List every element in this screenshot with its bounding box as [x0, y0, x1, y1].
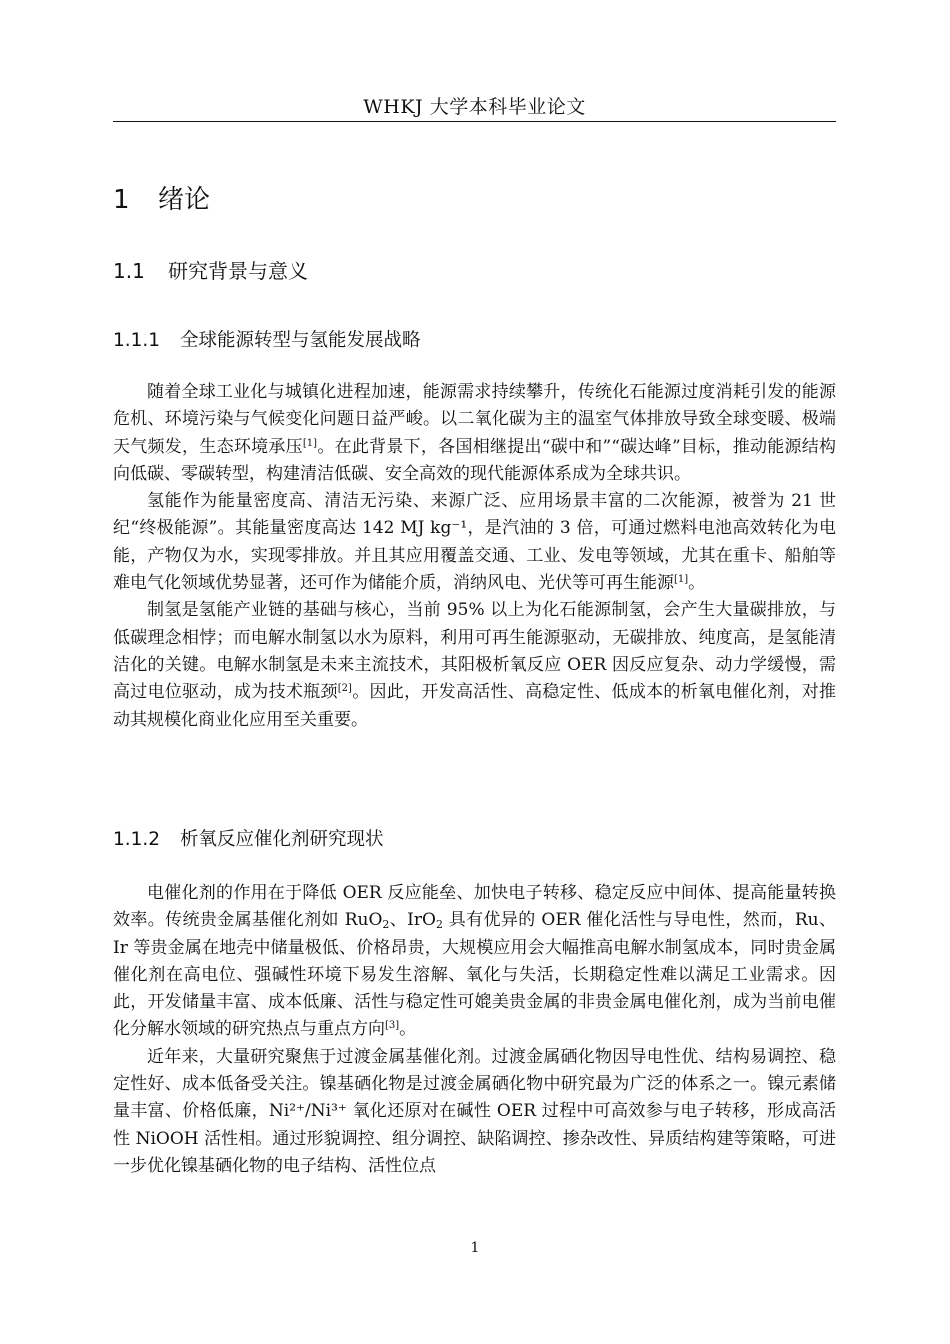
chapter-title: 绪论	[158, 185, 211, 215]
subsection-number: 1.1.1	[113, 330, 161, 351]
body-paragraph	[113, 1044, 836, 1180]
body-paragraph	[113, 379, 836, 488]
subsection-title: 析氧反应催化剂研究现状	[180, 829, 384, 850]
subsection-heading-2	[113, 826, 384, 854]
chapter-number: 1	[113, 185, 130, 215]
body-paragraph	[113, 597, 836, 733]
subsection-2-body	[113, 880, 836, 1180]
page-number: 1	[470, 1240, 480, 1256]
paragraph-text: 。	[688, 573, 706, 594]
subsection-title: 全球能源转型与氢能发展战略	[180, 330, 421, 351]
paragraph-text: 随着全球工业化与城镇化进程加速，能源需求持续攀升，传统化石能源过度消耗引发的能源危机、环境污染与气候变化问题日益严峻。以二氧化碳为主的温室气体排放导致全球变暖、极端天气频发，生态环境承压	[113, 382, 836, 457]
paragraph-text: 近年来，大量研究聚焦于过渡金属基催化剂。过渡金属硒化物因导电性优、结构易调控、稳定性好、成本低备受关注。镍基硒化物是过渡金属硒化物中研究最为广泛的体系之一。镍元素储量丰富、价格低廉，Ni²⁺/Ni³⁺ 氧化还原对在碱性 OER 过程中可高效参与电子转移，形成高活性 NiOOH 活性相。通过形貌调控、组分调控、缺陷调控、掺杂改性、异质结构建等策略，可进一步优化镍基硒化物的电子结构、活性位点	[113, 1046, 836, 1176]
body-paragraph	[113, 880, 836, 1044]
paragraph-text: 。在此背景下，各国相继提出“碳中和”“碳达峰”目标，推动能源结构向低碳、零碳转型，构建清洁低碳、安全高效的现代能源体系成为全球共识。	[113, 436, 837, 484]
paragraph-text: 。	[399, 1019, 417, 1040]
citation-ref: [3]	[385, 1020, 400, 1032]
paragraph-text: 具有优异的 OER 催化活性与导电性，然而，Ru、Ir 等贵金属在地壳中储量极低、价格昂贵，大规模应用会大幅推高电解水制氢成本，同时贵金属催化剂在高电位、强碱性环境下易发生溶解、氧化与失活，长期稳定性难以满足工业需求。因此，开发储量丰富、成本低廉、活性与稳定性可媲美贵金属的非贵金属电催化剂，成为当前电催化分解水领域的研究热点与重点方向	[113, 910, 837, 1040]
body-paragraph	[113, 488, 836, 597]
subsection-1-body	[113, 379, 836, 734]
paragraph-text: 、IrO	[389, 910, 436, 931]
chapter-heading	[113, 182, 210, 218]
paragraph-text: 电催化剂的作用在于降低 OER 反应能垒、加快电子转移、稳定反应中间体、提高能量转换效率。传统贵金属基催化剂如 RuO	[113, 883, 836, 931]
section-heading	[113, 256, 308, 286]
subscript: 2	[382, 918, 390, 932]
citation-ref: [1]	[302, 437, 318, 449]
page-header-title: WHKJ 大学本科毕业论文	[363, 96, 586, 118]
citation-ref: [2]	[337, 683, 352, 695]
subsection-number: 1.1.2	[113, 829, 161, 850]
header-rule	[113, 121, 836, 122]
citation-ref: [1]	[674, 574, 689, 586]
paragraph-text: 制氢是氢能产业链的基础与核心，当前 95% 以上为化石能源制氢，会产生大量碳排放，与低碳理念相悖；而电解水制氢以水为原料，利用可再生能源驱动，无碳排放、纯度高，是氢能清洁化的关键。电解水制氢是未来主流技术，其阳极析氧反应 OER 因反应复杂、动力学缓慢，需高过电位驱动，成为技术瓶颈	[113, 600, 836, 703]
subscript: 2	[435, 918, 443, 932]
subsection-heading-1	[113, 327, 421, 355]
paragraph-text: 氢能作为能量密度高、清洁无污染、来源广泛、应用场景丰富的二次能源，被誉为 21 世纪“终极能源”。其能量密度高达 142 MJ kg⁻¹，是汽油的 3 倍，可通过燃料电池高效转化为电能，产物仅为水，实现零排放。并且其应用覆盖交通、工业、发电等领域，尤其在重卡、船舶等难电气化领域优势显著，还可作为储能介质，消纳风电、光伏等可再生能源	[113, 491, 836, 594]
paragraph-text: 。因此，开发高活性、高稳定性、低成本的析氧电催化剂，对推动其规模化商业化应用至关重要。	[113, 682, 836, 730]
section-title: 研究背景与意义	[168, 259, 308, 283]
section-number: 1.1	[113, 259, 145, 283]
